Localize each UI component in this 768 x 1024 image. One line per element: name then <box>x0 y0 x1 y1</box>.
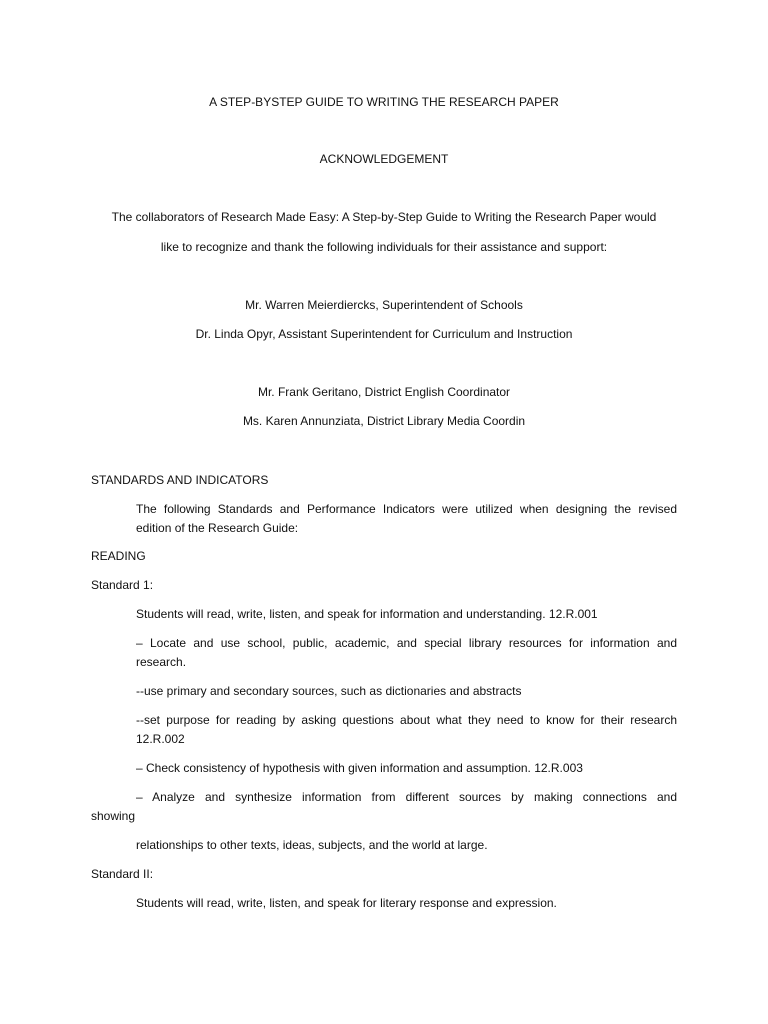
document-title: A STEP-BYSTEP GUIDE TO WRITING THE RESEARCH PAPER <box>209 95 559 109</box>
acknowledgement-heading: ACKNOWLEDGEMENT <box>319 152 449 166</box>
person-english-coordinator: Mr. Frank Geritano, District English Coordinator <box>257 385 511 399</box>
acknowledgement-text-line-1: The collaborators of Research Made Easy: A Step-by-Step Guide to Writing the Research Paper would <box>111 210 657 224</box>
indicator-3-line-2: 12.R.002 <box>136 732 185 746</box>
standards-intro-line-1: The following Standards and Performance Indicators were utilized when designing the revised <box>136 502 677 516</box>
standard-2-text: Students will read, write, listen, and speak for literary response and expression. <box>136 896 557 910</box>
indicator-2: --use primary and secondary sources, such as dictionaries and abstracts <box>136 684 522 698</box>
person-assistant-superintendent: Dr. Linda Opyr, Assistant Superintendent for Curriculum and Instruction <box>195 327 573 341</box>
reading-heading: READING <box>91 549 146 563</box>
indicator-5-line-3: relationships to other texts, ideas, subjects, and the world at large. <box>136 838 488 852</box>
standards-heading: STANDARDS AND INDICATORS <box>91 473 269 487</box>
person-library-coordinator: Ms. Karen Annunziata, District Library Media Coordin <box>242 414 526 428</box>
standards-intro-line-2: edition of the Research Guide: <box>136 521 299 535</box>
person-superintendent: Mr. Warren Meierdiercks, Superintendent of Schools <box>245 298 523 312</box>
indicator-3-line-1: --set purpose for reading by asking questions about what they need to know for their research <box>136 713 677 727</box>
indicator-5-line-1: – Analyze and synthesize information from different sources by making connections and <box>136 790 677 804</box>
indicator-5-line-2: showing <box>91 809 136 823</box>
standard-1-heading: Standard 1: <box>91 578 154 592</box>
indicator-4: – Check consistency of hypothesis with given information and assumption. 12.R.003 <box>136 761 583 775</box>
acknowledgement-text-line-2: like to recognize and thank the following individuals for their assistance and support: <box>160 240 608 254</box>
standard-2-heading: Standard II: <box>91 867 154 881</box>
standard-1-text: Students will read, write, listen, and speak for information and understanding. 12.R.001 <box>136 607 598 621</box>
indicator-1-line-2: research. <box>136 655 187 669</box>
indicator-1-line-1: – Locate and use school, public, academic, and special library resources for information and <box>136 636 677 650</box>
